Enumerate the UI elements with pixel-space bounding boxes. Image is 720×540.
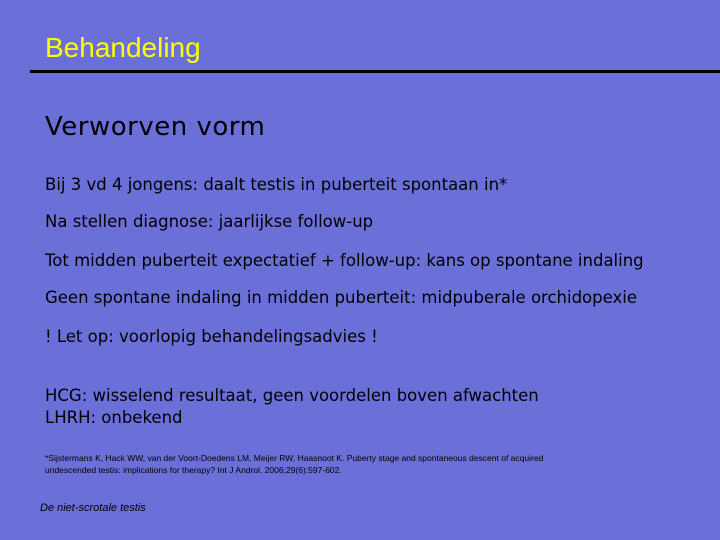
title-rule [30, 70, 720, 73]
bullet-1: Bij 3 vd 4 jongens: daalt testis in puberteit spontaan in* [45, 175, 508, 194]
reference-line-2: undescended testis: implications for therapy? Int J Androl. 2006;29(6):597-602. [45, 465, 342, 475]
bullet-7: LHRH: onbekend [45, 408, 183, 427]
slide-title: Behandeling [45, 32, 201, 63]
reference-line-1: *Sijstermans K, Hack WW, van der Voort-Doedens LM, Meijer RW, Haasnoot K. Puberty stage and spontaneous descent of acquired [45, 453, 544, 463]
bullet-2: Na stellen diagnose: jaarlijkse follow-up [45, 212, 374, 231]
bullet-6: HCG: wisselend resultaat, geen voordelen boven afwachten [45, 386, 539, 405]
bullet-5: ! Let op: voorlopig behandelingsadvies ! [45, 327, 378, 346]
bullet-4: Geen spontane indaling in midden puberteit: midpuberale orchidopexie [45, 288, 637, 307]
reference [45, 452, 605, 476]
bullet-3: Tot midden puberteit expectatief + follow-up: kans op spontane indaling [45, 251, 644, 270]
slide-subtitle: Verworven vorm [45, 112, 266, 142]
slide-footer: De niet-scrotale testis [40, 502, 146, 514]
